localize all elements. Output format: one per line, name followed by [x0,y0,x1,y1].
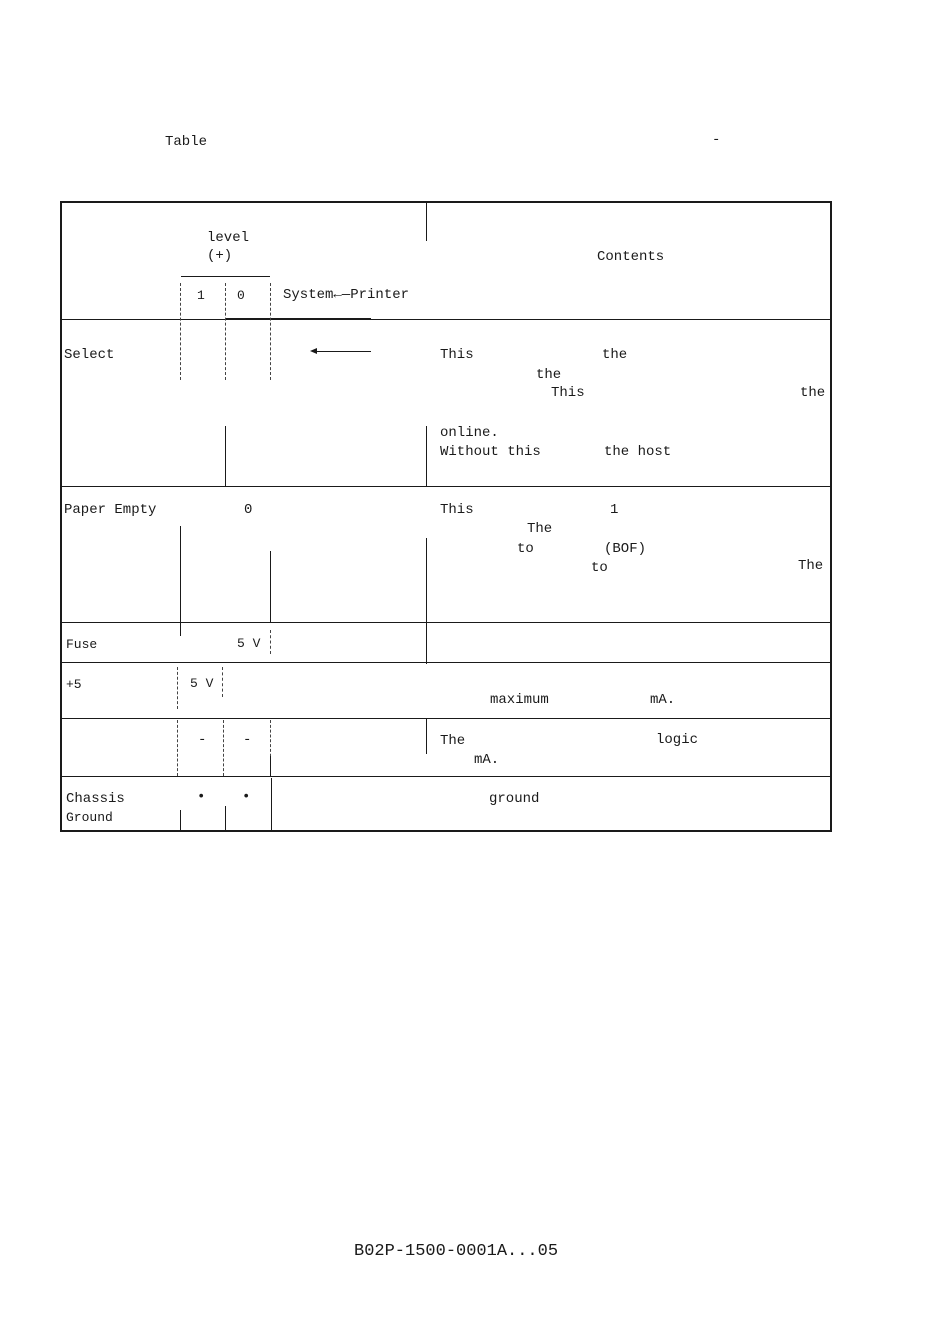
col-divider [177,667,178,709]
select-text: This [551,385,585,401]
plus5-text: mA. [650,692,676,708]
direction-underline [226,318,371,319]
contents-divider [426,203,427,241]
level-label: level [207,230,250,246]
col-divider [271,778,272,832]
paper-empty-text: The [798,558,824,574]
select-text: Without this [440,444,541,460]
row-separator [60,776,832,777]
col-divider [180,810,181,832]
dash-mark: - [712,132,721,148]
col-divider [223,720,224,776]
select-text: the [602,347,628,363]
signal-select: Select [64,347,115,363]
col-divider [225,806,226,832]
signal-ground: Ground [66,810,113,825]
col-divider [270,756,271,776]
chassis-level-2: • [242,789,251,805]
col-divider [225,283,226,380]
col-divider [426,538,427,664]
table-label: Table [165,134,208,150]
select-text: the [800,385,826,401]
level-underline [181,276,270,277]
fuse-level: 5 V [237,636,261,651]
select-text: the [536,367,562,383]
row-separator [60,622,832,623]
direction-arrow-head [310,348,317,354]
select-text: online. [440,425,499,441]
paper-empty-text: (BOF) [604,541,647,557]
row-separator [60,662,832,663]
signal-plus5: +5 [66,677,82,692]
document-code: B02P-1500-0001A...05 [354,1242,559,1261]
paper-empty-text: The [527,521,553,537]
paper-empty-text: This [440,502,474,518]
col-divider [180,526,181,636]
col-divider [270,630,271,654]
bit-one: 1 [197,288,205,303]
paper-empty-text: to [517,541,534,557]
col-divider [222,667,223,697]
level-plus: (+) [207,248,233,264]
row-separator [60,718,832,719]
logic-text: The [440,733,466,749]
chassis-text: ground [489,791,540,807]
contents-header: Contents [597,249,665,265]
plus5-level: 5 V [190,676,214,691]
paper-empty-level: 0 [244,502,253,518]
select-text: the host [604,444,672,460]
col-divider [426,718,427,754]
col-divider [270,551,271,623]
paper-empty-text: to [591,560,608,576]
col-divider [270,283,271,380]
col-divider [180,283,181,380]
select-text: This [440,347,474,363]
header-separator [60,319,832,320]
direction-label: System←—Printer [283,287,410,303]
plus5-text: maximum [490,692,549,708]
col-divider [426,426,427,486]
row-separator [60,486,832,487]
logic-text: mA. [474,752,500,768]
logic-level-2: - [243,732,252,748]
signal-chassis: Chassis [66,791,125,807]
signal-fuse: Fuse [66,637,98,652]
direction-arrow-line [316,351,371,352]
col-divider [225,426,226,486]
logic-level-1: - [198,732,207,748]
chassis-level-1: • [197,789,206,805]
logic-text: logic [656,732,699,748]
signal-paper-empty: Paper Empty [64,502,157,518]
bit-zero: 0 [237,288,245,303]
paper-empty-text: 1 [610,502,619,518]
col-divider [177,720,178,776]
